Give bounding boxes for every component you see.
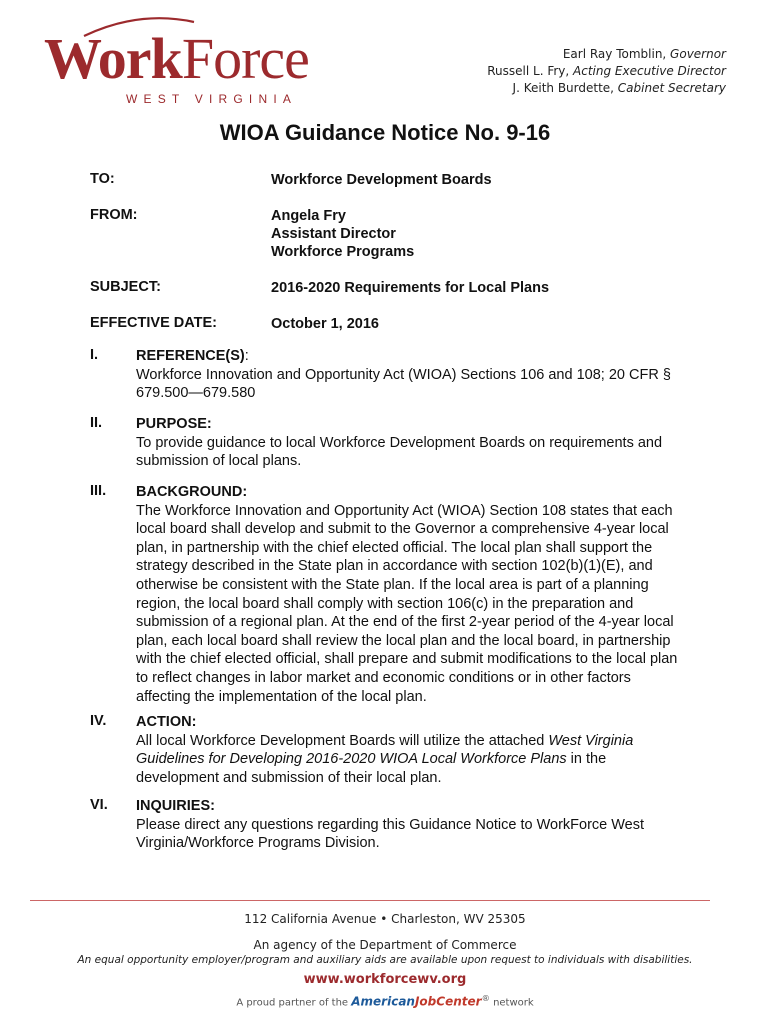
official-cabinet-secretary: J. Keith Burdette, Cabinet Secretary <box>512 81 726 95</box>
logo-word-bold: Work <box>44 26 182 91</box>
section-number-purpose: II. <box>90 415 103 431</box>
logo-word-regular: Force <box>181 26 309 91</box>
document-title: WIOA Guidance Notice No. 9-16 <box>219 120 551 145</box>
section-reference: REFERENCE(S): Workforce Innovation and Opportunity Act (WIOA) Sections 106 and 108; 20 CFR § 679.500—679.580 <box>136 347 681 403</box>
section-text-background: The Workforce Innovation and Opportunity Act (WIOA) Section 108 states that each local board shall develop and submit to the Governor a comprehensive 4-year local plan, in partnership with the chief elected official. The local plan shall support the strategy described in the State plan in accordance with section 102(b)(1)(E), and otherwise be consistent with the State plan. If the local area is part of a planning region, the local board shall comply with section 106(c) in the preparation and submission of a regional plan. At the end of the first 2-year period of the 4-year local plan, each local board shall review the local plan and the local board, in partnership with the chief elected official, shall prepare and submit modifications to the local plan to reflect changes in labor market and economic conditions or in other factors affecting the implementation of the local plan. <box>136 502 678 705</box>
footer-agency: An agency of the Department of Commerce <box>253 938 517 952</box>
official-executive-director: Russell L. Fry, Acting Executive Director <box>487 64 726 78</box>
officials-list <box>487 46 726 97</box>
workforce-wv-logo <box>44 14 309 106</box>
to-value: Workforce Development Boards <box>271 172 492 188</box>
section-heading-reference: REFERENCE(S) <box>136 348 245 364</box>
section-action <box>136 713 681 787</box>
section-number-inquiries: VI. <box>90 797 108 813</box>
effective-date-value: October 1, 2016 <box>271 316 379 332</box>
footer-website-link[interactable]: www.workforcewv.org <box>303 972 467 987</box>
ajc-logo-jobcenter: JobCenter <box>414 994 482 1009</box>
section-text-inquiries: Please direct any questions regarding this Guidance Notice to WorkForce West Virginia/Workforce Programs Division. <box>136 816 645 852</box>
effective-date-label: EFFECTIVE DATE: <box>90 315 218 331</box>
official-governor: Earl Ray Tomblin, Governor <box>562 47 726 61</box>
subject-label: SUBJECT: <box>90 279 161 295</box>
section-heading-background: BACKGROUND: <box>136 484 248 500</box>
section-heading-inquiries: INQUIRIES: <box>136 798 215 814</box>
section-text-purpose: To provide guidance to local Workforce Development Boards on requirements and submission of local plans. <box>136 434 663 470</box>
section-number-background: III. <box>90 483 107 499</box>
logo-wordmark <box>44 26 309 91</box>
footer-address: 112 California Avenue • Charleston, WV 25305 <box>244 912 526 926</box>
ajc-logo-american: American <box>351 994 415 1009</box>
section-text-reference: Workforce Innovation and Opportunity Act (WIOA) Sections 106 and 108; 20 CFR § 679.500—679.580 <box>136 366 671 402</box>
section-purpose <box>136 415 681 471</box>
footer-divider <box>30 900 710 901</box>
section-number-action: IV. <box>90 713 107 729</box>
section-heading-purpose: PURPOSE: <box>136 416 212 432</box>
footer-eeo-statement: An equal opportunity employer/program and auxiliary aids are available upon request to individuals with disabilities. <box>77 954 693 966</box>
from-label: FROM: <box>90 207 138 223</box>
subject-value: 2016-2020 Requirements for Local Plans <box>271 280 550 296</box>
guidelines-title: West Virginia Guidelines for Developing 2016-2020 WIOA Local Workforce Plans <box>136 732 634 768</box>
footer-partner-line: A proud partner of the AmericanJobCenter® network <box>236 993 534 1009</box>
section-inquiries <box>136 797 681 853</box>
logo-subtitle: WEST VIRGINIA <box>126 92 298 106</box>
section-text-action: All local Workforce Development Boards will utilize the attached West Virginia Guidelines for Developing 2016-2020 WIOA Local Workforce Plans in the development and submission of their local plan. <box>136 732 634 786</box>
section-background <box>136 483 681 706</box>
section-heading-action: ACTION: <box>136 714 197 730</box>
section-number-reference: I. <box>90 347 99 363</box>
to-label: TO: <box>90 171 115 187</box>
from-value: Angela Fry Assistant Director Workforce Programs <box>271 208 415 260</box>
